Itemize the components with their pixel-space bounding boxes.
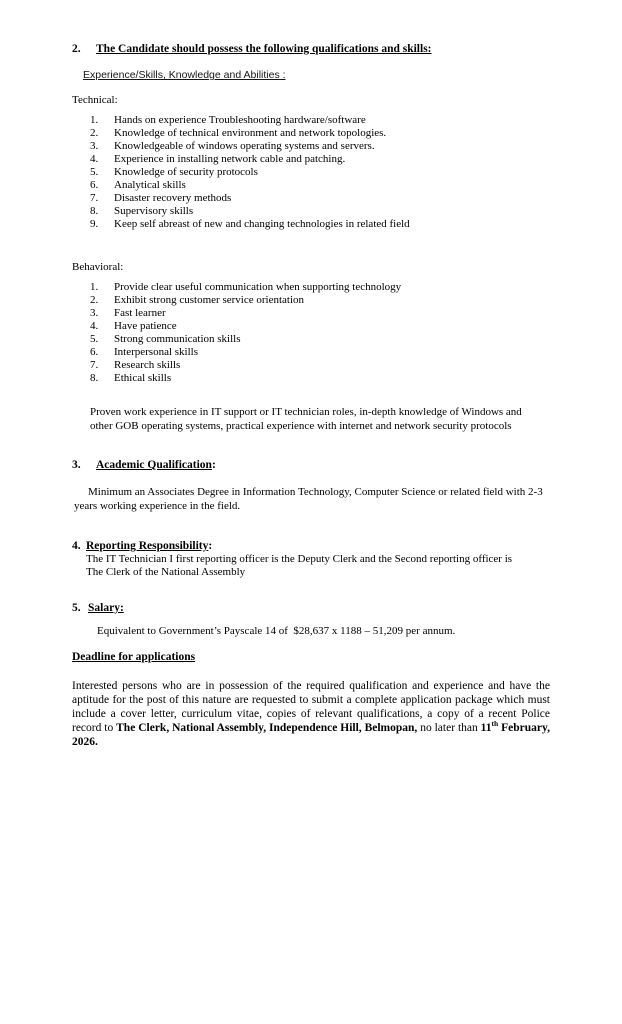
closing-text-2: no later than bbox=[417, 722, 481, 734]
list-item-number: 1. bbox=[90, 281, 99, 293]
closing-address: The Clerk, National Assembly, Independence Hill, Belmopan, bbox=[116, 722, 418, 734]
list-item-text: Hands on experience Troubleshooting hardware/software bbox=[114, 114, 366, 126]
section-5-title: Salary: bbox=[88, 602, 124, 614]
experience-summary-paragraph: Proven work experience in IT support or IT technician roles, in-depth knowledge of Windows and other GOB operating systems, practical experience with internet and network security protocols bbox=[90, 406, 522, 432]
list-item-text: Strong communication skills bbox=[114, 333, 241, 345]
closing-text-1: Interested persons who are in possession of the required qualification and experience and have the aptitude for the post of this nature are requested to submit a complete application package which must include a cover letter, curriculum vitae, copies of relevant qualifications, a copy of a recent Police record to bbox=[72, 680, 550, 734]
list-item-text: Have patience bbox=[114, 320, 177, 332]
closing-date-ordinal: th bbox=[491, 719, 499, 729]
technical-list-item bbox=[90, 218, 550, 231]
section-4-title-colon: : bbox=[208, 540, 213, 552]
list-item-number: 3. bbox=[90, 140, 99, 152]
list-item-text: Experience in installing network cable and patching. bbox=[114, 153, 346, 165]
list-item-text: Knowledge of security protocols bbox=[114, 166, 258, 178]
technical-list-item bbox=[90, 114, 550, 127]
list-item-number: 4. bbox=[90, 320, 99, 332]
experience-skills-subheading: Experience/Skills, Knowledge and Abilities : bbox=[83, 69, 286, 81]
section-3-heading bbox=[72, 459, 550, 472]
closing-paragraph bbox=[72, 679, 550, 749]
list-item-text: Exhibit strong customer service orientation bbox=[114, 294, 305, 306]
behavioral-list-item bbox=[90, 346, 550, 359]
list-item-text: Knowledge of technical environment and network topologies. bbox=[114, 127, 387, 139]
academic-qualification-body: Minimum an Associates Degree in Information Technology, Computer Science or related field with 2-3 years working experience in the field. bbox=[74, 486, 543, 512]
list-item-text: Disaster recovery methods bbox=[114, 192, 232, 204]
list-item-number: 1. bbox=[90, 114, 99, 126]
list-item-number: 7. bbox=[90, 192, 99, 204]
section-4-heading bbox=[72, 540, 550, 553]
list-item-text: Research skills bbox=[114, 359, 181, 371]
section-5-heading bbox=[72, 602, 550, 615]
section-5-number: 5. bbox=[72, 602, 81, 614]
section-3-title: Academic Qualification bbox=[96, 459, 212, 471]
section-4-title: Reporting Responsibility bbox=[86, 540, 209, 552]
list-item-text: Interpersonal skills bbox=[114, 346, 199, 358]
technical-list-item bbox=[90, 205, 550, 218]
list-item-number: 6. bbox=[90, 179, 99, 191]
behavioral-list-item bbox=[90, 359, 550, 372]
list-item-text: Keep self abreast of new and changing technologies in related field bbox=[114, 218, 410, 230]
section-2-heading bbox=[72, 43, 550, 56]
technical-list bbox=[90, 114, 550, 231]
list-item-text: Supervisory skills bbox=[114, 205, 194, 217]
list-item-number: 5. bbox=[90, 333, 99, 345]
list-item-text: Ethical skills bbox=[114, 372, 172, 384]
list-item-number: 2. bbox=[90, 127, 99, 139]
technical-list-item bbox=[90, 153, 550, 166]
technical-list-item bbox=[90, 140, 550, 153]
section-2-number: 2. bbox=[72, 43, 81, 55]
salary-body: Equivalent to Government’s Payscale 14 of $28,637 x 1188 – 51,209 per annum. bbox=[97, 625, 456, 637]
list-item-text: Fast learner bbox=[114, 307, 166, 319]
behavioral-list bbox=[90, 281, 550, 385]
list-item-number: 8. bbox=[90, 205, 99, 217]
deadline-heading: Deadline for applications bbox=[72, 651, 196, 663]
list-item-text: Provide clear useful communication when supporting technology bbox=[114, 281, 402, 293]
closing-date-day: 11 bbox=[480, 722, 492, 734]
list-item-number: 2. bbox=[90, 294, 99, 306]
list-item-number: 5. bbox=[90, 166, 99, 178]
technical-list-item bbox=[90, 127, 550, 140]
technical-label: Technical: bbox=[72, 94, 118, 106]
technical-list-item bbox=[90, 192, 550, 205]
behavioral-list-item bbox=[90, 372, 550, 385]
behavioral-list-item bbox=[90, 320, 550, 333]
section-3-number: 3. bbox=[72, 459, 81, 471]
section-3-title-wrap bbox=[96, 459, 216, 472]
list-item-number: 9. bbox=[90, 218, 99, 230]
section-2-title: The Candidate should possess the following qualifications and skills: bbox=[96, 43, 432, 55]
list-item-number: 8. bbox=[90, 372, 99, 384]
list-item-number: 7. bbox=[90, 359, 99, 371]
technical-list-item bbox=[90, 166, 550, 179]
behavioral-label: Behavioral: bbox=[72, 261, 124, 273]
reporting-responsibility-body: The IT Technician I first reporting officer is the Deputy Clerk and the Second reporting officer is The Clerk of the National Assembly bbox=[86, 553, 513, 578]
section-4-number: 4. bbox=[72, 540, 81, 552]
list-item-number: 4. bbox=[90, 153, 99, 165]
section-3-title-colon: : bbox=[211, 459, 216, 471]
list-item-text: Analytical skills bbox=[114, 179, 186, 191]
behavioral-list-item bbox=[90, 307, 550, 320]
behavioral-list-item bbox=[90, 333, 550, 346]
technical-list-item bbox=[90, 179, 550, 192]
section-4-title-wrap bbox=[86, 540, 212, 553]
list-item-text: Knowledgeable of windows operating systems and servers. bbox=[114, 140, 375, 152]
closing-date-rest: February, 2026. bbox=[72, 722, 550, 748]
behavioral-list-item bbox=[90, 281, 550, 294]
list-item-number: 3. bbox=[90, 307, 99, 319]
behavioral-list-item bbox=[90, 294, 550, 307]
list-item-number: 6. bbox=[90, 346, 99, 358]
